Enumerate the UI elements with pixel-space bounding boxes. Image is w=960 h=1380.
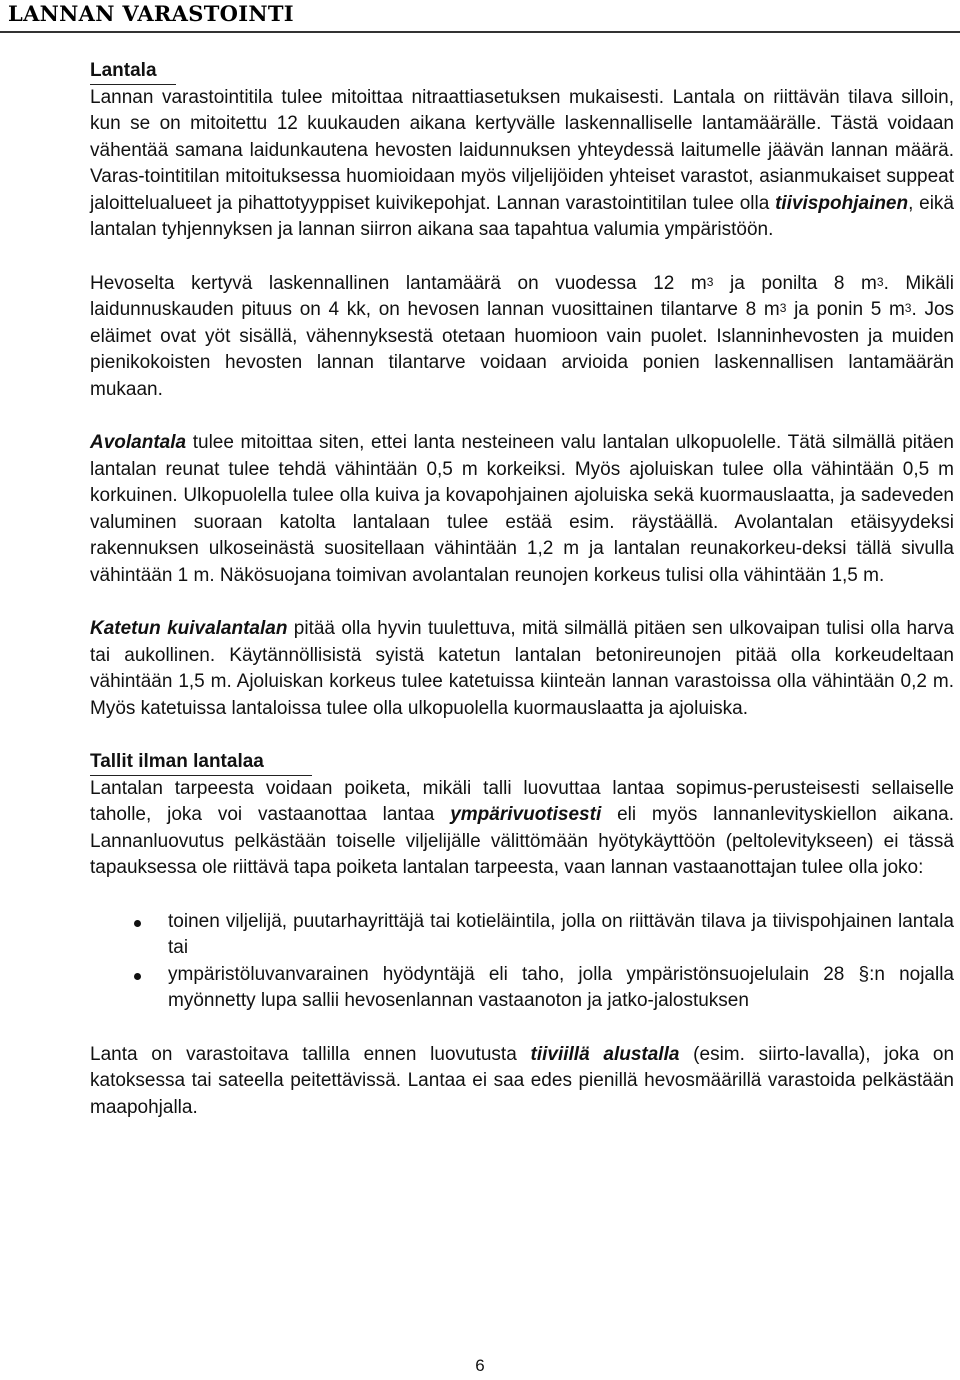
paragraph-lantala-1: Lannan varastointitila tulee mitoittaa nitraattiasetuksen mukaisesti. Lantala on riittävän tilava silloin, kun se on mitoitettu 12 kuukauden aikana kertyvälle laskennalliselle lantamäärälle. Tästä voidaan vähentää samana laidunkautena hevosten laidunnuksen yhteydessä laitumelle jäävän lannan määrä. Varas-tointitilan mitoituksessa huomioidaan myös viljelijöiden yhteiset varastot, asianmukaiset suppeat jaloittelualueet ja pihattotyyppiset kuivikepohjat. Lannan varastointitilan tulee olla tiivispohjainen, eikä lantalan tyhjennyksen ja lannan siirron aikana saa tapahtua valumia ympäristöön. [90,86,954,240]
header-title: LANNAN VARASTOINTI [8,1,294,26]
page-header [0,0,960,36]
bullet-icon [134,920,141,927]
bullet-list [90,909,954,1015]
section-lantala [90,58,954,85]
term-katetun-kuivalantalan: Katetun kuivalantalan [90,618,288,639]
heading-underline [90,84,176,85]
heading-tallit-ilman-lantalaa: Tallit ilman lantalaa [90,751,264,772]
emphasis-tiivispohjainen: tiivispohjainen [775,192,909,214]
heading-underline [90,775,312,776]
section-tallit-ilman-lantalaa [90,749,954,776]
paragraph-tallit-2: Lanta on varastoitava tallilla ennen luovutusta tiiviillä alustalla (esim. siirto-lavalla), joka on katoksessa tai sateella peitettävissä. Lantaa ei saa edes pienillä hevosmäärillä varastoida pelkästään maapohjalla. [90,1043,955,1118]
heading-lantala: Lantala [90,60,157,81]
emphasis-ymparivuotisesti: ympärivuotisesti [450,804,602,825]
document-body [90,58,954,1121]
list-item: toinen viljelijä, puutarhayrittäjä tai kotieläintila, jolla on riittävän tilava ja tiivispohjainen lantala tai [90,909,954,962]
list-item: ympäristöluvanvarainen hyödyntäjä eli taho, jolla ympäristönsuojelulain 28 §:n nojalla myönnetty lupa sallii hevosenlannan vastaanoton ja jatko-jalostuksen [90,962,954,1015]
page-number: 6 [475,1356,485,1375]
emphasis-tiiviilla-alustalla: tiiviillä alustalla [530,1043,680,1065]
paragraph-avolantala: Avolantala tulee mitoittaa siten, ettei lanta nesteineen valu lantalan ulkopuolelle. Tätä silmällä pitäen lantalan reunat tulee tehdä vähintään 0,5 m korkeiksi. Myös ajoluiskan tulee olla vähintään 0,5 m korkuinen. Ulkopuolella tulee olla kuiva ja kovapohjainen ajoluiska sekä kuormauslaatta, ja sadeveden valuminen suoraan katolta lantalaan tulee estää esim. räystäällä. Avolantalan etäisyydeksi rakennuksen ulkoseinästä suositellaan vähintään 1,2 m ja lantalan reunakorkeu-deksi tällä sivulla vähintään 1 m. Näkösuojana toimivan avolantalan reunojen korkeus tulisi olla vähintään 1,5 m. [90,432,954,586]
term-avolantala: Avolantala [90,432,187,453]
bullet-icon [134,973,141,980]
paragraph-tallit-1: Lantalan tarpeesta voidaan poiketa, mikäli talli luovuttaa lantaa sopimus-perusteisesti sellaiselle taholle, joka voi vastaanottaa lantaa ympärivuotisesti eli myös lannanlevityskiellon aikana. Lannanluovutus pelkästään toiselle viljelijälle välittömään hyötykäyttöön (peltolevitykseen) ei tässä tapauksessa ole riittävä tapa poiketa lantalan tarpeesta, vaan lannan vastaanottajan tulee olla joko: [90,777,954,878]
header-rule [0,31,960,33]
paragraph-katettu-kuivalantala: Katetun kuivalantalan pitää olla hyvin tuulettuva, mitä silmällä pitäen sen ulkovaipan tulisi olla harva tai aukollinen. Käytännöllisistä syistä katetun lantalan betonireunojen pitää olla korkeudeltaan vähintään 1,5 m. Ajoluiskan korkeus tulee katetuissa kiinteän lannan varastoissa olla vähintään 0,2 m. Myös katetuissa lantaloissa tulee olla ulkopuolella kuormauslaatta ja ajoluiska. [90,618,954,719]
paragraph-lantala-2: Hevoselta kertyvä laskennallinen lantamäärä on vuodessa 12 $m^3$ ja ponilta 8 $m^3$. Mikäli laidunnuskauden pituus on 4 kk, on hevosen lannan vuosittainen tilantarve 8 $m^3$ ja ponin 5 $m^3$. Jos eläimet ovat yöt sisällä, vähennyksestä otetaan huomioon vain puolet. Islanninhevosten ja muiden pienikokoisten hevosten lannan tilantarve voidaan arvioida ponien laskennallisen lantamäärän mukaan. [90,272,955,400]
